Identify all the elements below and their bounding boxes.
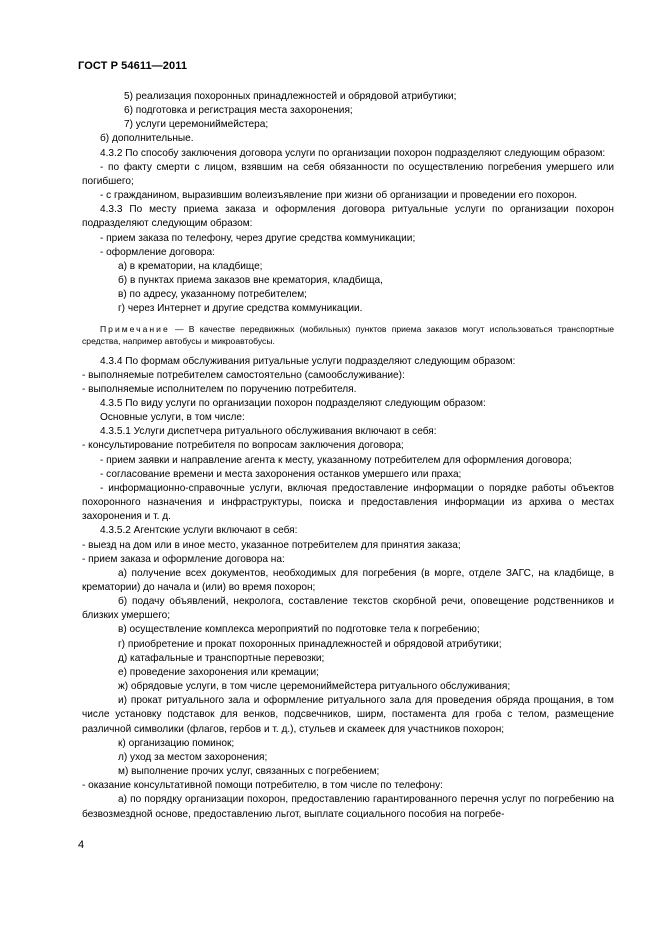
list-item: - прием заявки и направление агента к месту, указанному потребителем для оформления договора; [100, 454, 572, 466]
list-item: в) по адресу, указанному потребителем; [118, 289, 307, 301]
paragraph: Основные услуги, в том числе: [100, 412, 245, 424]
list-item: - выполняемые исполнителем по поручению потребителя. [82, 383, 357, 395]
list-item: - оказание консультативной помощи потребителю, в том числе по телефону: [82, 780, 443, 792]
list-item: а) в крематории, на кладбище; [118, 260, 263, 272]
list-item: г) через Интернет и другие средства коммуникации. [118, 303, 363, 315]
list-item: и) прокат ритуального зала и оформление ритуального зала для проведения обряда прощания, в том числе установку подставок для венков, подсвечников, ширм, постамента для гроба с телом, размещение различной символики (флагов, гербов и т. д.), стульев и скамеек для участников похорон; [82, 695, 614, 735]
list-item: б) подачу объявлений, некролога, составление текстов скорбной речи, оповещение родственников и близких умершего; [82, 596, 614, 622]
document-body [82, 90, 614, 822]
list-item: - выполняемые потребителем самостоятельно (самообслуживание): [82, 369, 405, 381]
note [82, 323, 614, 347]
list-item: к) организацию поминок; [118, 737, 235, 749]
list-item: в) осуществление комплекса мероприятий по подготовке тела к погребению; [118, 624, 480, 636]
list-item: ж) обрядовые услуги, в том числе церемониймейстера ритуального обслуживания; [118, 681, 511, 693]
list-item: а) получение всех документов, необходимых для погребения (в морге, отделе ЗАГС, на кладбище, в крематории) до начала и (или) во время похорон; [82, 567, 614, 593]
list-item: - информационно-справочные услуги, включая предоставление информации о порядке работы объектов похоронного назначения и инфраструктуры, поиска и предоставления информации из архива о местах захоронения и т. д. [82, 482, 614, 523]
list-item: - согласование времени и места захоронения останков умершего или праха; [100, 468, 462, 480]
list-item: е) проведение захоронения или кремации; [118, 666, 319, 678]
clause-4-3-5: 4.3.5 По виду услуги по организации похорон подразделяют следующим образом: [100, 397, 486, 409]
clause-4-3-4: 4.3.4 По формам обслуживания ритуальные услуги подразделяют следующим образом: [100, 355, 516, 367]
list-item: 6) подготовка и регистрация места захоронения; [124, 105, 353, 117]
list-item: л) уход за местом захоронения; [118, 751, 268, 763]
list-item: м) выполнение прочих услуг, связанных с погребением; [118, 766, 380, 778]
list-item: - консультирование потребителя по вопросам заключения договора; [82, 440, 404, 452]
list-item: - выезд на дом или в иное место, указанное потребителем для принятия заказа; [82, 539, 461, 551]
list-item: 5) реализация похоронных принадлежностей и обрядовой атрибутики; [124, 91, 457, 102]
list-item: - прием заказа и оформление договора на: [82, 553, 285, 565]
list-item: б) дополнительные. [100, 133, 194, 145]
note-text: — В качестве передвижных (мобильных) пунктов приема заказов могут использоваться транспортные средства, например автобусы и микроавтобусы. [82, 323, 614, 346]
list-item: - прием заказа по телефону, через другие средства коммуникации; [100, 232, 416, 244]
clause-4-3-5-1: 4.3.5.1 Услуги диспетчера ритуального обслуживания включают в себя: [100, 426, 437, 438]
standard-title: ГОСТ Р 54611—2011 [78, 60, 188, 72]
clause-4-3-2: 4.3.2 По способу заключения договора услуги по организации похорон подразделяют следующим образом: [100, 147, 606, 159]
list-item: 7) услуги церемониймейстера; [124, 119, 269, 131]
page-number: 4 [78, 839, 85, 851]
list-item: д) катафальные и транспортные перевозки; [118, 652, 325, 664]
clause-4-3-3: 4.3.3 По месту приема заказа и оформления договора ритуальные услуги по организации похорон подразделяют следующим образом: [82, 204, 614, 230]
list-item: - оформление договора: [100, 246, 215, 258]
list-item: б) в пунктах приема заказов вне крематория, кладбища, [118, 275, 383, 287]
note-label: Примечание [100, 323, 170, 334]
clause-4-3-5-2: 4.3.5.2 Агентские услуги включают в себя: [100, 525, 298, 537]
list-item: а) по порядку организации похорон, предоставлению гарантированного перечня услуг по погребению на безвозмездной основе, предоставлению льгот, выплате социального пособия на погребе- [82, 794, 614, 820]
list-item: - с гражданином, выразившим волеизъявление при жизни об организации и проведении его похорон. [100, 190, 578, 202]
list-item: - по факту смерти с лицом, взявшим на себя обязанности по осуществлению погребения умершего или погибшего; [82, 161, 614, 187]
list-item: г) приобретение и прокат похоронных принадлежностей и обрядовой атрибутики; [118, 638, 502, 650]
